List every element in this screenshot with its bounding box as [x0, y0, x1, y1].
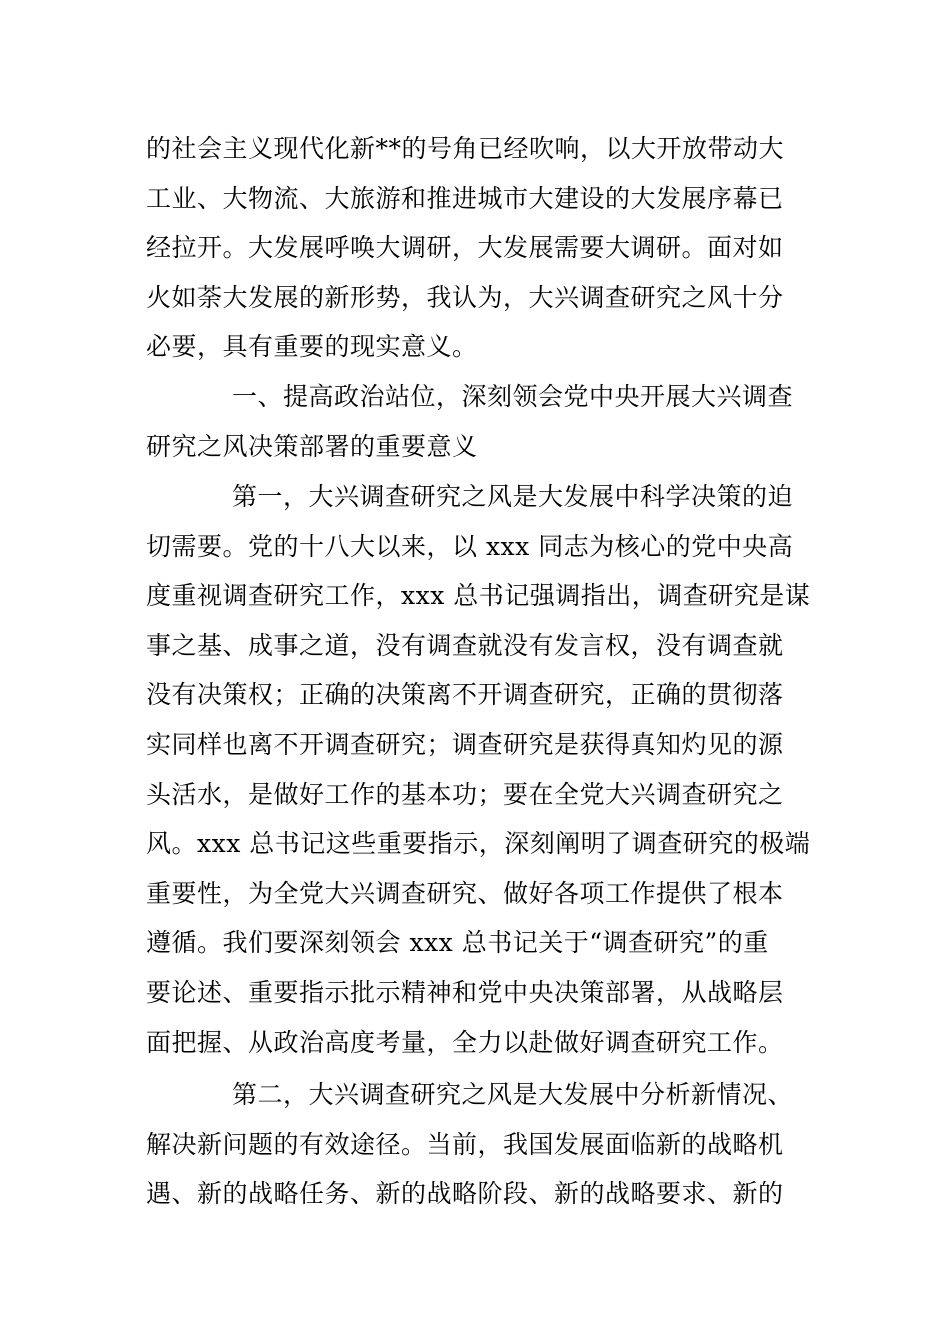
- text-line: 面把握、从政治高度考量，全力以赴做好调查研究工作。: [146, 1027, 784, 1057]
- text-line: 工业、大物流、大旅游和推进城市大建设的大发展序幕已: [146, 183, 784, 213]
- text-line: 度重视调查研究工作，xxx 总书记强调指出，调查研究是谋: [146, 581, 811, 611]
- paragraph-intro: [146, 124, 808, 372]
- text-line: 重要性，为全党大兴调查研究、做好各项工作提供了根本: [146, 878, 784, 908]
- text-line: 风。xxx 总书记这些重要指示，深刻阐明了调查研究的极端: [146, 829, 811, 859]
- text-line: 火如荼大发展的新形势，我认为，大兴调查研究之风十分: [146, 282, 784, 312]
- paragraph-second: [146, 1070, 808, 1219]
- text-line: 必要，具有重要的现实意义。: [146, 332, 478, 362]
- text-line: 第二，大兴调查研究之风是大发展中分析新情况、: [232, 1080, 794, 1109]
- text-line: 遵循。我们要深刻领会 xxx 总书记关于“调查研究”的重: [146, 928, 769, 958]
- text-line: 要论述、重要指示批示精神和党中央决策部署，从战略层: [146, 977, 784, 1007]
- paragraph-first: [146, 472, 811, 1067]
- text-line: 解决新问题的有效途径。当前，我国发展面临新的战略机: [146, 1129, 784, 1159]
- text-line: 没有决策权；正确的决策离不开调查研究，正确的贯彻落: [146, 680, 784, 710]
- section-heading-one: [146, 372, 808, 471]
- text-line: 遇、新的战略任务、新的战略阶段、新的战略要求、新的: [146, 1179, 784, 1209]
- text-line: 的社会主义现代化新**的号角已经吹响，以大开放带动大: [146, 134, 785, 163]
- text-line: 第一，大兴调查研究之风是大发展中科学决策的迫: [232, 482, 794, 511]
- text-line: 切需要。党的十八大以来，以 xxx 同志为核心的党中央高: [146, 531, 794, 561]
- text-line: 实同样也离不开调查研究；调查研究是获得真知灼见的源: [146, 729, 784, 759]
- text-line: 头活水，是做好工作的基本功；要在全党大兴调查研究之: [146, 779, 784, 809]
- text-line: 经拉开。大发展呼唤大调研，大发展需要大调研。面对如: [146, 233, 784, 263]
- text-line: 事之基、成事之道，没有调查就没有发言权，没有调查就: [146, 630, 784, 660]
- heading-line: 一、提高政治站位，深刻领会党中央开展大兴调查: [232, 382, 794, 411]
- heading-line: 研究之风决策部署的重要意义: [146, 431, 478, 461]
